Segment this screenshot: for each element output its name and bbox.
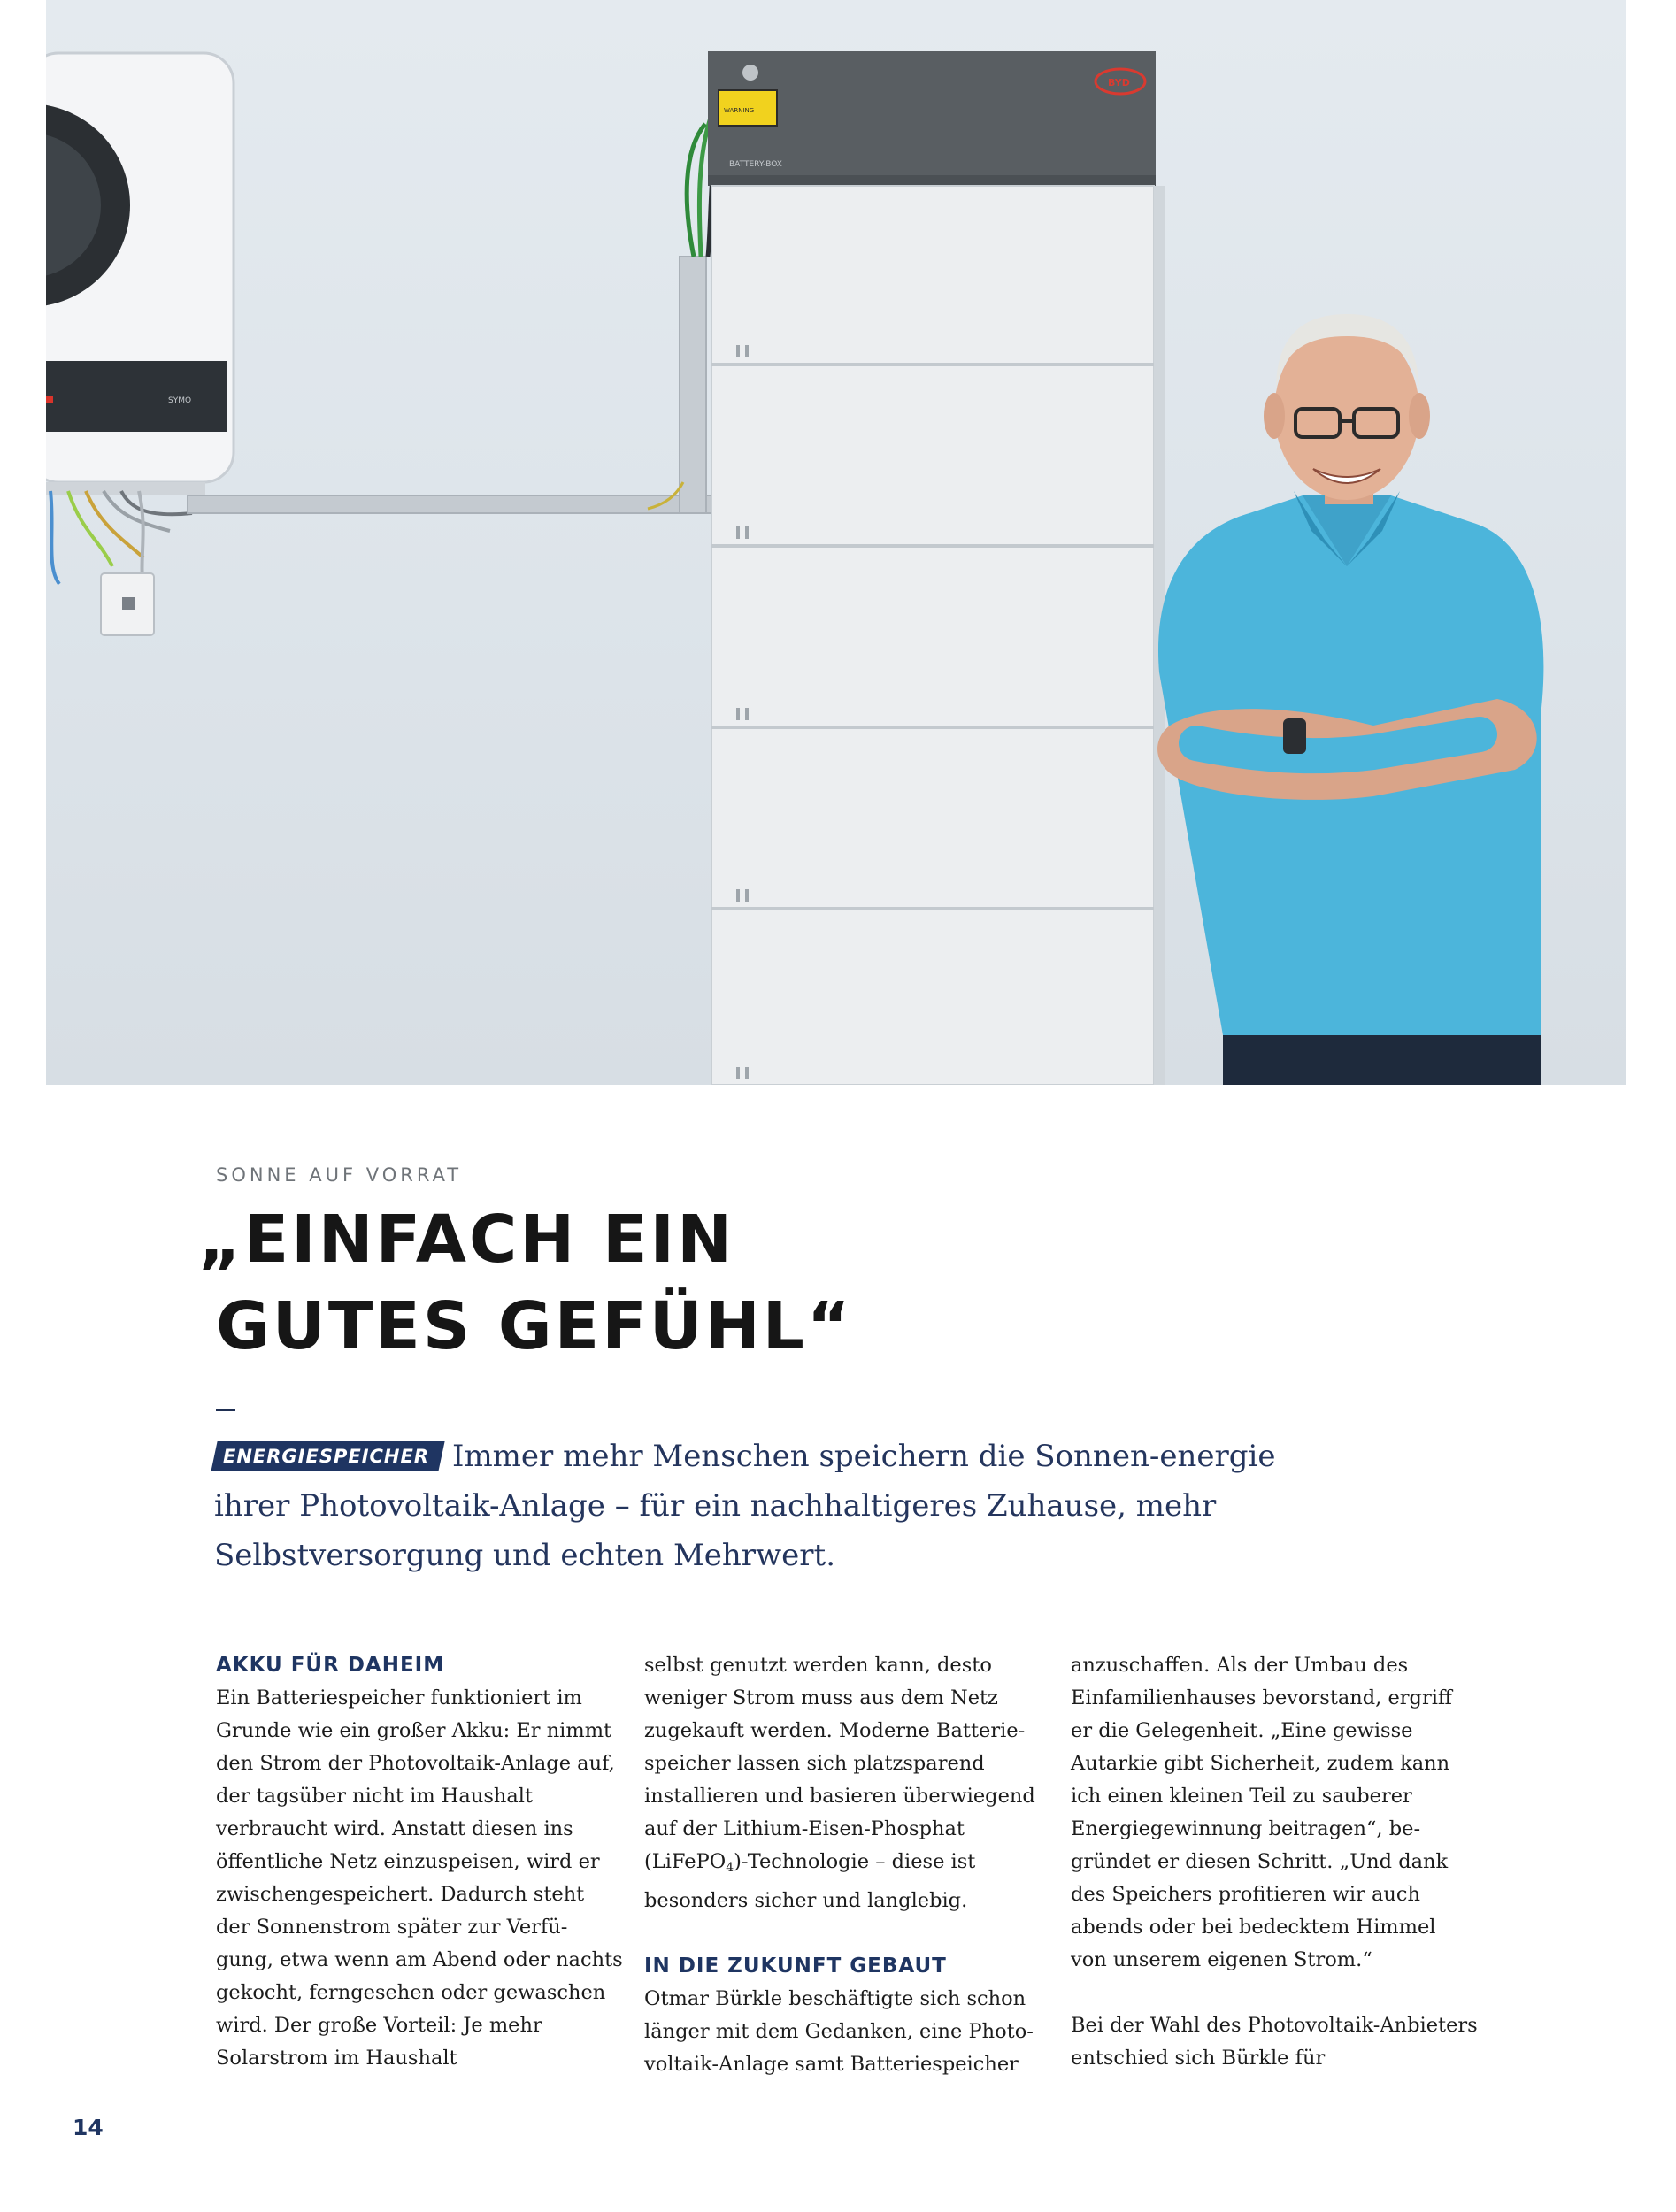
photo-scene xyxy=(46,0,1626,1085)
battery-tower xyxy=(708,51,1165,1085)
text-column-1 xyxy=(216,1649,623,2075)
inverter-unit xyxy=(46,53,234,495)
headline xyxy=(198,1196,853,1370)
lead-text: Immer mehr Menschen speichern die Sonnen-energie ihrer Photovoltaik-Anlage – für ein nachhaltigeres Zuhause, mehr Selbstversorgung und echten Mehrwert. xyxy=(214,1439,1276,1573)
svg-text:WARNING: WARNING xyxy=(724,107,755,114)
svg-text:BYD: BYD xyxy=(1108,77,1130,88)
category-tag xyxy=(211,1441,444,1471)
inverter-label: SYMO xyxy=(168,396,192,405)
column-1-body: Ein Batteriespeicher funktioniert im Grunde wie ein großer Akku: Er nimmt den Strom der Photovoltaik-Anlage auf, der tagsüber nicht im Haushalt verbraucht wird. Anstatt diesen ins öffentliche Netz einzuspeisen, wird er zwischengespeichert. Dadurch steht der Sonnenstrom später zur Verfü-gung, etwa wenn am Abend oder nachts gekocht, ferngesehen oder gewaschen wird. Der große Vorteil: Je mehr Solarstrom im Haushalt xyxy=(216,1686,623,2070)
subheading-zukunft: IN DIE ZUKUNFT GEBAUT xyxy=(644,1955,947,1978)
subheading-akku: AKKU FÜR DAHEIM xyxy=(216,1654,445,1677)
headline-line-1: „EINFACH EIN xyxy=(198,1202,734,1278)
lead-paragraph xyxy=(214,1432,1276,1580)
category-tag-label: ENERGIESPEICHER xyxy=(223,1446,430,1467)
text-column-3 xyxy=(1071,1649,1478,2075)
column-2-body: selbst genutzt werden kann, desto weniger Strom muss aus dem Netz zugekauft werden. Moderne Batterie-speicher lassen sich platzsparend installieren und basieren überwiegend auf der Lithium-Eisen-Phosphat (LiFePO$_4$)-Technologie – diese ist besonders sicher und langlebig. xyxy=(644,1654,1035,1912)
column-3-body: anzuschaffen. Als der Umbau des Einfamilienhauses bevorstand, ergriff er die Gelegenheit. „Eine gewisse Autarkie gibt Sicherheit, zudem kann ich einen kleinen Teil zu sauberer Energiegewinnung beitragen“, be-gründet er diesen Schritt. „Und dank des Speichers profitieren wir auch abends oder bei bedecktem Himmel von unserem eigenen Strom.“ xyxy=(1071,1654,1452,1971)
headline-line-2: GUTES GEFÜHL“ xyxy=(216,1288,853,1364)
subscript: 4 xyxy=(726,1861,734,1875)
section-kicker: SONNE AUF VORRAT xyxy=(216,1164,463,1186)
wristwatch xyxy=(1283,718,1306,754)
column-2-body-b: Otmar Bürkle beschäftigte sich schon länger mit dem Gedanken, eine Photo-voltaik-Anlage samt Batteriespeicher xyxy=(644,1987,1034,2076)
text-column-2 xyxy=(644,1649,1051,2081)
cable-duct xyxy=(188,115,754,513)
column-3-body-b: Bei der Wahl des Photovoltaik-Anbieters entschied sich Bürkle für xyxy=(1071,2014,1478,2070)
person xyxy=(1157,314,1543,1085)
hero-photo xyxy=(46,0,1626,1085)
page-number: 14 xyxy=(73,2115,104,2140)
divider-dash xyxy=(216,1409,235,1411)
battery-label: BATTERY-BOX xyxy=(729,160,782,169)
